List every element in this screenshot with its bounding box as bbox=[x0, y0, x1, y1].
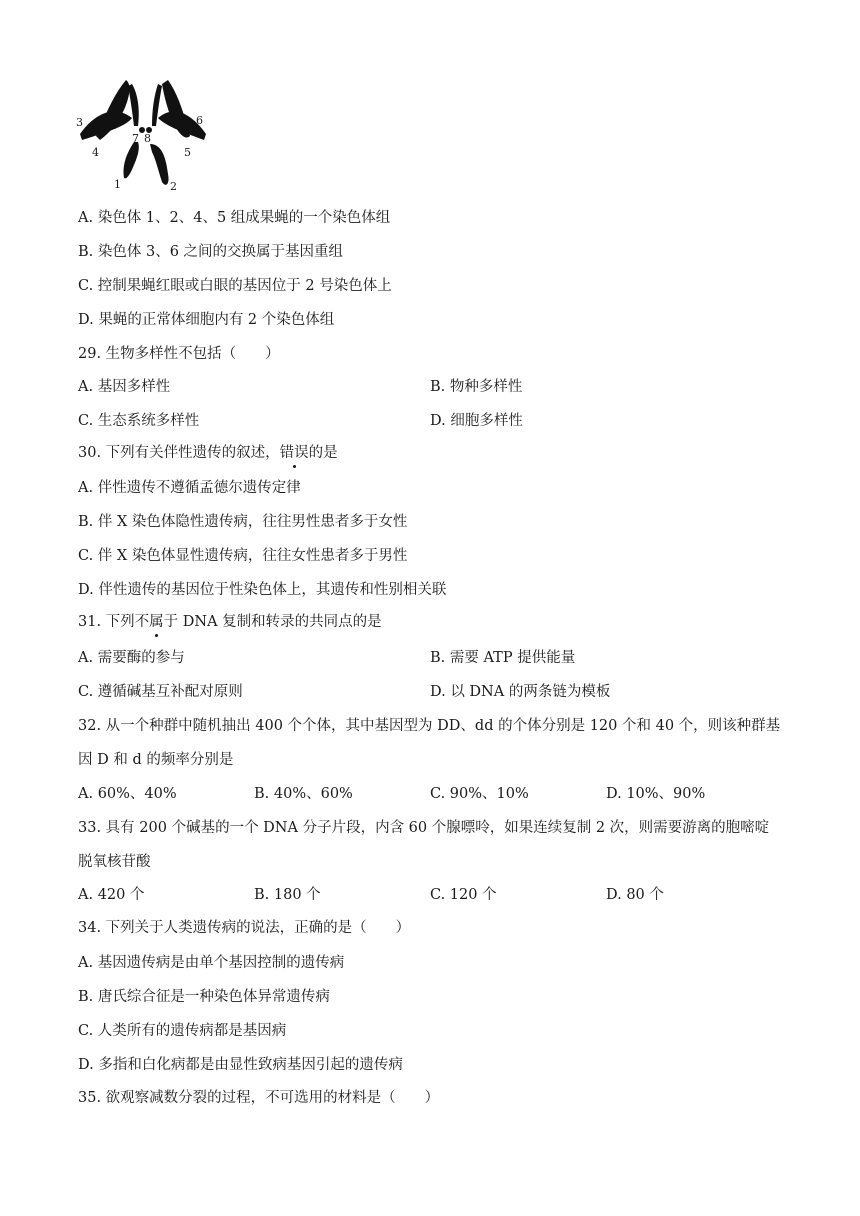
label-1: 1 bbox=[114, 178, 121, 191]
label-6: 6 bbox=[196, 114, 203, 127]
q29-option-d: D. 细胞多样性 bbox=[430, 413, 523, 429]
q30-option-c: C. 伴 X 染色体显性遗传病，往往女性患者多于男性 bbox=[78, 548, 408, 564]
q30-stem-suffix: 的是 bbox=[308, 445, 338, 461]
q30-option-a: A. 伴性遗传不遵循孟德尔遗传定律 bbox=[78, 480, 301, 496]
q30-stem bbox=[78, 443, 338, 463]
label-3: 3 bbox=[76, 116, 83, 129]
chromosome-2-shape bbox=[150, 144, 169, 185]
q34-option-b: B. 唐氏综合征是一种染色体异常遗传病 bbox=[78, 989, 330, 1005]
q33-option-a: A. 420 个 bbox=[78, 887, 145, 903]
q28-option-a: A. 染色体 1、2、4、5 组成果蝇的一个染色体组 bbox=[78, 210, 391, 226]
label-2: 2 bbox=[170, 180, 177, 193]
q31-stem-prefix: 31. 下列 bbox=[78, 614, 135, 630]
q32-stem-line2: 因 D 和 d 的频率分别是 bbox=[78, 752, 234, 768]
q31-option-d: D. 以 DNA 的两条链为模板 bbox=[430, 684, 611, 700]
q33-stem-line1: 33. 具有 200 个碱基的一个 DNA 分子片段，内含 60 个腺嘌呤，如果连续复制 2 次，则需要游离的胞嘧啶 bbox=[78, 820, 770, 836]
chromosome-4-shape bbox=[96, 80, 129, 140]
q30-stem-emphasis: 错误 bbox=[279, 445, 309, 461]
q28-option-c: C. 控制果蝇红眼或白眼的基因位于 2 号染色体上 bbox=[78, 278, 392, 294]
q31-option-b: B. 需要 ATP 提供能量 bbox=[430, 650, 576, 666]
q31-option-c: C. 遵循碱基互补配对原则 bbox=[78, 684, 243, 700]
label-4: 4 bbox=[92, 146, 99, 159]
q32-option-c: C. 90%、10% bbox=[430, 786, 529, 802]
label-8: 8 bbox=[144, 132, 151, 145]
q34-option-c: C. 人类所有的遗传病都是基因病 bbox=[78, 1023, 287, 1039]
q31-stem bbox=[78, 612, 382, 632]
q30-option-d: D. 伴性遗传的基因位于性染色体上，其遗传和性别相关联 bbox=[78, 582, 447, 598]
chromosome-figure bbox=[74, 74, 214, 194]
q30-option-b: B. 伴 X 染色体隐性遗传病，往往男性患者多于女性 bbox=[78, 514, 408, 530]
q32-option-a: A. 60%、40% bbox=[78, 786, 177, 802]
q29-option-c: C. 生态系统多样性 bbox=[78, 413, 200, 429]
q31-stem-suffix: DNA 复制和转录的共同点的是 bbox=[178, 614, 382, 630]
label-5: 5 bbox=[184, 146, 191, 159]
q31-option-a: A. 需要酶的参与 bbox=[78, 650, 185, 666]
q32-option-b: B. 40%、60% bbox=[254, 786, 353, 802]
q32-option-d: D. 10%、90% bbox=[606, 786, 706, 802]
q31-stem-emphasis: 不属于 bbox=[134, 614, 179, 630]
label-7: 7 bbox=[132, 132, 139, 145]
q33-option-d: D. 80 个 bbox=[606, 887, 664, 903]
q32-stem-line1: 32. 从一个种群中随机抽出 400 个个体，其中基因型为 DD、dd 的个体分别是 120 个和 40 个，则该种群基 bbox=[78, 718, 781, 734]
q33-option-b: B. 180 个 bbox=[254, 887, 321, 903]
q29-option-b: B. 物种多样性 bbox=[430, 379, 523, 395]
q35-stem: 35. 欲观察减数分裂的过程，不可选用的材料是（ ） bbox=[78, 1090, 440, 1106]
q33-stem-line2: 脱氧核苷酸 bbox=[78, 854, 151, 870]
chromosome-1-shape bbox=[123, 142, 138, 178]
q28-option-b: B. 染色体 3、6 之间的交换属于基因重组 bbox=[78, 244, 344, 260]
q34-stem: 34. 下列关于人类遗传病的说法，正确的是（ ） bbox=[78, 920, 411, 936]
q30-stem-prefix: 30. 下列有关伴性遗传的叙述， bbox=[78, 445, 280, 461]
q29-option-a: A. 基因多样性 bbox=[78, 379, 171, 395]
q29-stem: 29. 生物多样性不包括（ ） bbox=[78, 346, 280, 362]
q28-option-d: D. 果蝇的正常体细胞内有 2 个染色体组 bbox=[78, 312, 335, 328]
q33-option-c: C. 120 个 bbox=[430, 887, 497, 903]
q34-option-d: D. 多指和白化病都是由显性致病基因引起的遗传病 bbox=[78, 1057, 403, 1073]
q34-option-a: A. 基因遗传病是由单个基因控制的遗传病 bbox=[78, 955, 345, 971]
